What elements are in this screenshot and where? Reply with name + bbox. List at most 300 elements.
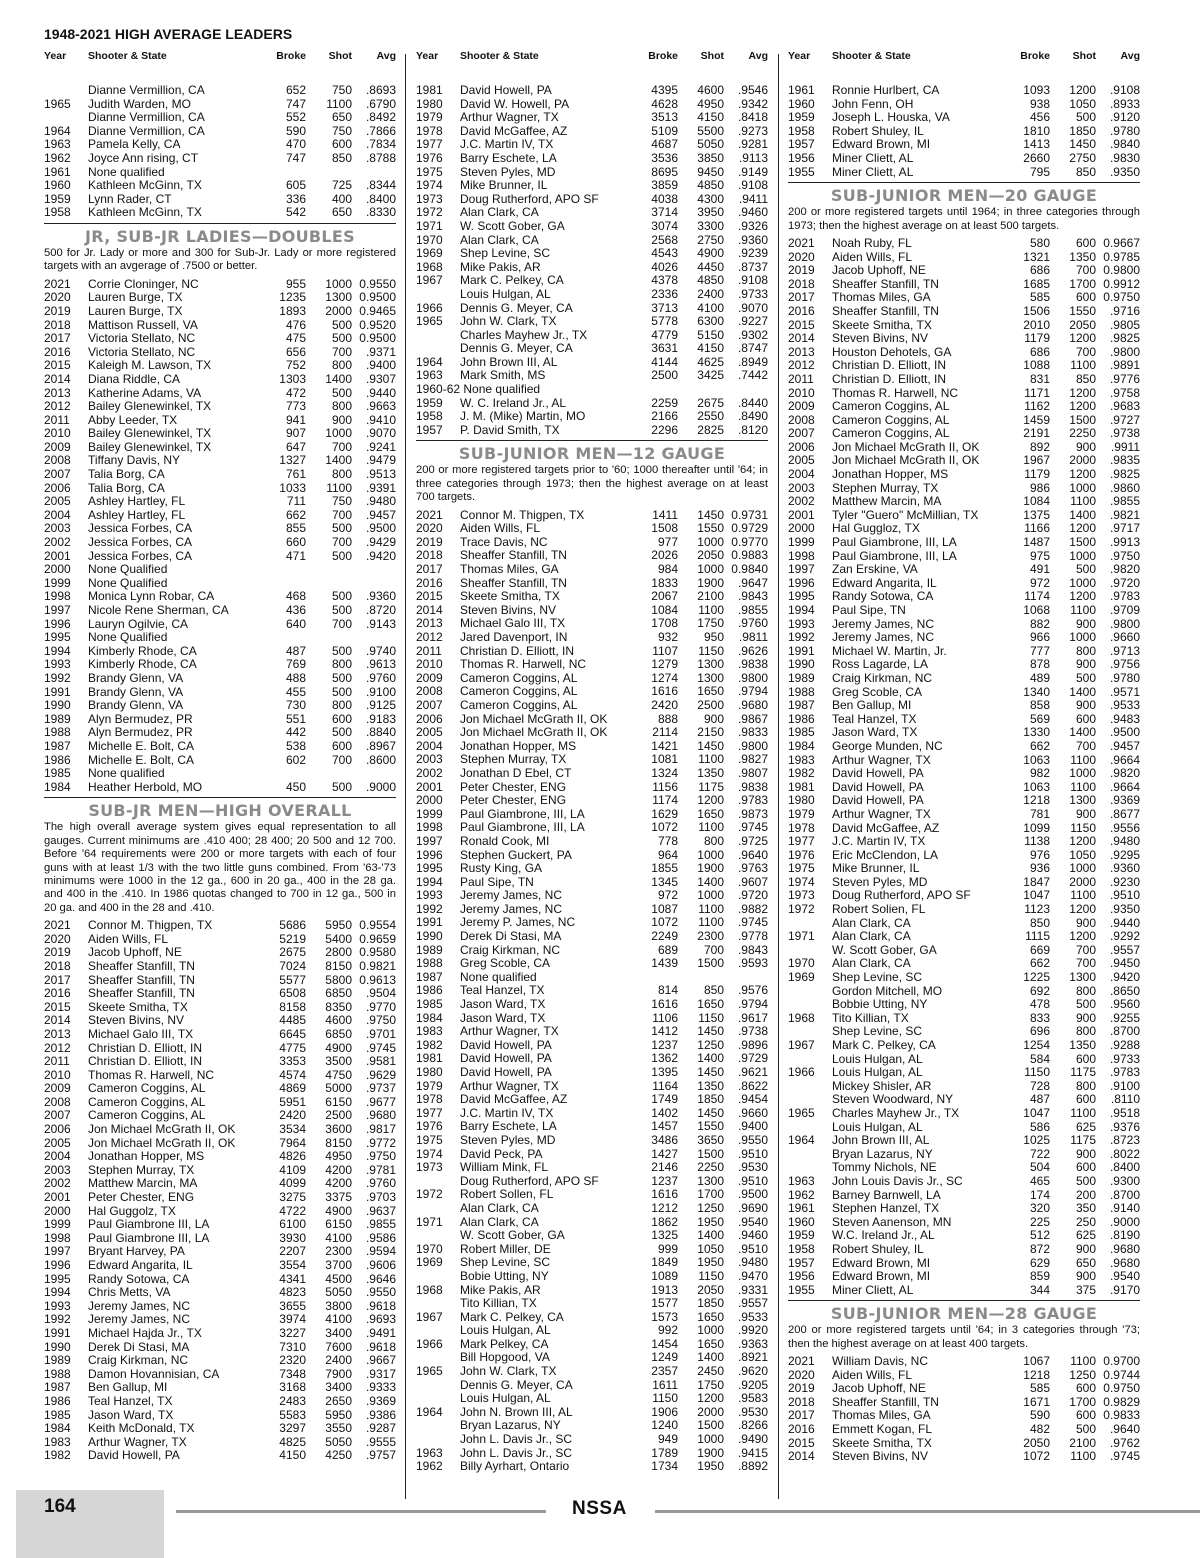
year-cell: 1968 [788, 1011, 815, 1025]
shooter-cell: Mike Brunner, IL [460, 179, 548, 193]
year-cell: 1973 [416, 1161, 443, 1175]
shot-cell: 700 [331, 508, 352, 522]
table-row [44, 563, 396, 577]
shooter-cell: Alan Clark, CA [460, 206, 539, 220]
shooter-cell: Thomas Miles, GA [832, 291, 931, 305]
broke-cell: 949 [657, 1433, 678, 1447]
broke-cell: 3536 [651, 151, 678, 165]
avg-cell: .9729 [737, 1052, 768, 1066]
broke-cell: 2207 [279, 1245, 306, 1259]
broke-cell: 1906 [651, 1405, 678, 1419]
shooter-cell: Cameron Coggins, AL [88, 1082, 206, 1096]
year-cell: 2013 [44, 386, 71, 400]
broke-cell: 1072 [1023, 1450, 1050, 1464]
avg-cell: .9560 [1109, 998, 1140, 1012]
avg-cell: .9701 [365, 1027, 396, 1041]
table-row [44, 346, 396, 360]
table-row [44, 550, 396, 564]
year-cell: 2020 [44, 291, 71, 305]
shot-cell: 5150 [697, 328, 724, 342]
table-row [788, 1175, 1140, 1189]
page-title: 1948-2021 HIGH AVERAGE LEADERS [44, 26, 293, 42]
shooter-cell: Alan Clark, CA [832, 930, 911, 944]
shooter-cell: Louis Hulgan, AL [832, 1052, 923, 1066]
shooter-cell: Jon Michael McGrath II, OK [832, 440, 980, 454]
shot-cell [306, 166, 352, 180]
table-row [44, 1422, 396, 1436]
shooter-cell: Trace Davis, NC [460, 535, 548, 549]
shooter-cell: Arthur Wagner, TX [460, 1079, 559, 1093]
year-cell: 1995 [788, 590, 815, 604]
avg-cell: .9827 [737, 753, 768, 767]
broke-cell: 590 [285, 124, 306, 138]
table-row [788, 1409, 1140, 1423]
table-row [44, 387, 396, 401]
shooter-cell: Cameron Coggins, AL [460, 671, 578, 685]
shooter-cell: Kimberly Rhode, CA [88, 644, 197, 658]
shot-cell: 9450 [697, 165, 724, 179]
broke-cell: 859 [1029, 1270, 1050, 1284]
shooter-cell: David Peck, PA [460, 1147, 543, 1161]
broke-cell: 833 [1029, 1011, 1050, 1025]
header-year: Year [416, 50, 439, 62]
shooter-cell: Michael Hajda Jr., TX [88, 1326, 202, 1340]
table-row [44, 1368, 396, 1382]
shooter-cell: Louis Hulgan, AL [460, 1324, 551, 1338]
avg-cell: .9510 [737, 1242, 768, 1256]
table-row [44, 278, 396, 292]
avg-cell: .8120 [737, 423, 768, 437]
year-cell [788, 917, 832, 931]
shooter-cell: David Howell, PA [832, 767, 924, 781]
avg-cell: .9607 [737, 875, 768, 889]
table-row [44, 1341, 396, 1355]
broke-cell: 442 [285, 726, 306, 740]
year-cell: 1958 [44, 206, 71, 220]
broke-cell: 4378 [651, 274, 678, 288]
shooter-cell: Paul Sipe, TN [460, 875, 534, 889]
year-cell: 2001 [788, 508, 815, 522]
shot-cell: 1000 [1069, 549, 1096, 563]
avg-cell: .9360 [737, 233, 768, 247]
table-row [416, 1433, 768, 1447]
broke-cell: 1457 [651, 1120, 678, 1134]
broke-cell: 3974 [279, 1313, 306, 1327]
shot-cell: 700 [331, 345, 352, 359]
shot-cell: 2550 [697, 410, 724, 424]
broke-cell: 1107 [652, 644, 678, 658]
table-row [416, 329, 768, 343]
shot-cell: 700 [1075, 943, 1096, 957]
broke-cell: 1362 [651, 1052, 678, 1066]
table-row [416, 1229, 768, 1243]
avg-cell: .9640 [1109, 1423, 1140, 1437]
broke-cell [254, 767, 306, 781]
year-cell: 2003 [44, 522, 71, 536]
shot-cell: 1900 [697, 576, 724, 590]
shooter-cell: Dennis G. Meyer, CA [460, 1378, 573, 1392]
avg-cell: .9800 [737, 671, 768, 685]
shot-cell: 1450 [697, 508, 724, 522]
year-cell: 2013 [788, 345, 815, 359]
broke-cell: 1115 [1025, 930, 1050, 944]
shooter-cell: Thomas R. Harwell, NC [88, 1068, 215, 1082]
header-broke: Broke [1020, 50, 1050, 62]
shooter-cell: Heather Herbold, MO [88, 780, 203, 794]
shot-cell: 1750 [697, 617, 724, 631]
year-cell: 1989 [416, 943, 443, 957]
table-row [788, 305, 1140, 319]
year-cell: 1989 [44, 1354, 71, 1368]
broke-cell: 972 [657, 889, 678, 903]
avg-cell: .9533 [737, 1310, 768, 1324]
shot-cell: 900 [1075, 807, 1096, 821]
shot-cell: 950 [703, 631, 724, 644]
year-cell: 1972 [416, 1188, 443, 1202]
shot-cell: 1700 [697, 1188, 724, 1202]
year-cell: 2014 [44, 1014, 71, 1028]
year-cell: 1967 [788, 1039, 815, 1052]
broke-cell: 1237 [651, 1038, 678, 1052]
shot-cell: 6150 [325, 1095, 352, 1109]
shooter-cell: John N. Brown III, AL [460, 1405, 573, 1419]
column-header [416, 50, 768, 84]
shot-cell: 4600 [697, 84, 724, 97]
shooter-cell: Chris Metts, VA [88, 1286, 171, 1300]
shot-cell: 1400 [325, 454, 352, 468]
shot-cell: 1350 [1069, 250, 1096, 264]
avg-cell: .9680 [1109, 1242, 1140, 1256]
year-cell: 1961 [44, 165, 71, 179]
year-cell: 1991 [44, 685, 71, 699]
year-cell [788, 1148, 832, 1162]
year-cell: 1965 [788, 1106, 815, 1120]
shooter-cell: Emmett Kogan, FL [832, 1423, 933, 1437]
shot-cell: 2750 [1069, 151, 1096, 165]
shooter-cell: David McGaffee, AZ [460, 1093, 568, 1107]
shot-cell: 4500 [325, 1272, 352, 1286]
shot-cell: 4150 [697, 342, 724, 356]
shot-cell: 900 [1075, 440, 1096, 454]
table-row [44, 987, 396, 1001]
year-cell: 2018 [44, 318, 71, 332]
year-cell [788, 1053, 832, 1067]
broke-cell: 488 [285, 671, 306, 685]
avg-cell: .9230 [1109, 875, 1140, 889]
table-row [44, 291, 396, 305]
table-row [788, 1396, 1140, 1410]
table-row [788, 1270, 1140, 1284]
broke-cell: 1321 [1023, 250, 1050, 264]
year-cell [416, 1175, 460, 1189]
shooter-cell: Steven Bivins, NV [88, 1014, 185, 1028]
avg-cell: .9241 [365, 440, 396, 454]
broke-cell: 2191 [1023, 427, 1050, 441]
table-row [44, 1218, 396, 1232]
shot-cell: 1950 [697, 1460, 724, 1474]
section-title: SUB-JUNIOR MEN—20 GAUGE [788, 182, 1140, 205]
avg-cell: .9911 [1110, 440, 1140, 454]
shooter-cell: Steven Woodward, NY [832, 1093, 954, 1107]
avg-cell: .9760 [365, 1177, 396, 1191]
shot-cell: 2500 [697, 698, 724, 712]
shot-cell: 900 [1075, 1147, 1096, 1161]
avg-cell: .9677 [365, 1095, 396, 1109]
year-cell: 2015 [416, 590, 443, 604]
year-cell: 1980 [416, 1066, 443, 1079]
table-row [788, 1080, 1140, 1094]
year-cell: 2011 [44, 1055, 70, 1069]
table-row [788, 400, 1140, 414]
shooter-cell: Ross Lagarde, LA [832, 658, 929, 672]
shooter-cell: Sheaffer Stanfill, TN [88, 973, 195, 987]
avg-cell: .9594 [365, 1245, 396, 1259]
year-cell: 1955 [788, 1283, 815, 1297]
year-cell: 1990 [416, 930, 443, 944]
avg-cell: 0.9520 [359, 318, 396, 332]
shot-cell: 800 [1075, 1025, 1096, 1039]
shooter-cell: Thomas R. Harwell, NC [832, 386, 959, 400]
shooter-cell: David W. Howell, PA [460, 97, 570, 111]
shooter-cell: Jared Davenport, IN [460, 631, 568, 644]
shot-cell: 650 [1075, 1256, 1096, 1270]
shot-cell: 800 [703, 834, 724, 848]
shot-cell: 1950 [697, 1215, 724, 1229]
shot-cell: 3400 [325, 1381, 352, 1395]
shooter-cell: Zan Erskine, VA [832, 563, 918, 577]
table-row [416, 672, 768, 686]
note-cell: 1960-62 None qualified [416, 383, 541, 397]
year-cell: 1993 [44, 1299, 71, 1313]
shooter-cell: Matthew Marcin, MA [832, 495, 942, 509]
table-row [44, 604, 396, 618]
shooter-cell: Arthur Wagner, TX [832, 807, 931, 821]
year-cell: 2004 [44, 508, 71, 522]
broke-cell: 1454 [651, 1337, 678, 1351]
shot-cell: 1100 [1070, 359, 1096, 373]
avg-cell: .9780 [1109, 671, 1140, 685]
table-row [788, 971, 1140, 985]
year-cell: 2010 [416, 658, 443, 672]
shooter-cell: William Mink, FL [460, 1161, 549, 1175]
avg-cell: .9440 [365, 386, 396, 400]
year-cell: 1960 [44, 179, 71, 193]
table-row [416, 1025, 768, 1039]
broke-cell: 647 [285, 440, 306, 454]
shot-cell: 4100 [697, 301, 724, 315]
shooter-cell: Cameron Coggins, AL [832, 400, 950, 414]
shot-cell: 5050 [325, 1435, 352, 1449]
year-cell: 1971 [416, 219, 443, 233]
avg-cell: .9510 [737, 1174, 768, 1188]
year-cell: 1985 [44, 767, 71, 781]
table-row [44, 1286, 396, 1300]
shooter-cell: Aiden Wills, FL [832, 250, 913, 264]
table-row [416, 631, 768, 645]
year-cell: 2017 [788, 1409, 815, 1423]
shooter-cell: Judith Warden, MO [88, 97, 191, 111]
broke-cell: 1164 [652, 1079, 678, 1093]
broke-cell: 4150 [279, 1449, 306, 1463]
shot-cell: 400 [331, 192, 352, 206]
shooter-cell: David Howell, PA [460, 1066, 552, 1079]
table-row [44, 1232, 396, 1246]
year-cell: 1984 [788, 739, 815, 753]
shooter-cell: Bailey Glenewinkel, TX [88, 440, 212, 454]
year-cell: 1963 [44, 138, 71, 152]
avg-cell: 0.9500 [359, 332, 396, 346]
year-cell: 1990 [44, 1340, 71, 1354]
year-cell: 1978 [416, 1093, 443, 1107]
table-row [44, 726, 396, 740]
shooter-cell: Mark Smith, MS [460, 369, 546, 383]
broke-cell: 1573 [651, 1310, 678, 1324]
broke-cell: 1616 [651, 1188, 678, 1202]
avg-cell: .9717 [1109, 522, 1140, 536]
year-cell: 1980 [788, 794, 815, 808]
broke-cell: 660 [285, 536, 306, 550]
table-row [44, 672, 396, 686]
avg-cell: 0.9580 [359, 946, 396, 960]
table-row [44, 125, 396, 139]
year-cell: 2018 [788, 1395, 815, 1409]
table-row [44, 98, 396, 112]
broke-cell: 1249 [651, 1351, 678, 1365]
shot-cell: 7600 [325, 1340, 352, 1354]
table-row [788, 414, 1140, 428]
broke-cell: 892 [1029, 440, 1050, 454]
shooter-cell: David Howell, PA [460, 1052, 552, 1066]
broke-cell: 1279 [651, 658, 678, 672]
shooter-cell: Brandy Glenn, VA [88, 699, 184, 713]
broke-cell: 4869 [279, 1082, 306, 1096]
table-row [416, 1161, 768, 1175]
table-row [44, 1001, 396, 1015]
shooter-cell: Dianne Vermillion, CA [88, 84, 205, 97]
table-row [44, 1300, 396, 1314]
broke-cell: 1375 [1023, 508, 1050, 522]
shot-cell: 1400 [697, 1229, 724, 1243]
shot-cell: 600 [1075, 1093, 1096, 1107]
year-cell: 1967 [416, 1310, 443, 1324]
avg-cell: 0.9744 [1103, 1368, 1140, 1382]
shot-cell: 700 [331, 536, 352, 550]
shot-cell: 1175 [1070, 1134, 1096, 1148]
broke-cell: 1033 [279, 481, 306, 495]
shooter-cell: Edward Angarita, IL [832, 576, 937, 590]
column-divider [405, 54, 406, 1499]
year-cell [416, 1229, 460, 1243]
table-row [44, 138, 396, 152]
year-cell: 1996 [44, 1259, 71, 1272]
year-cell: 2010 [788, 386, 815, 400]
year-cell: 1998 [788, 549, 815, 563]
shot-cell: 1050 [697, 1242, 724, 1256]
year-cell: 2019 [788, 264, 815, 278]
section-description: The high overall average system gives equal representation to all gauges. Current minimums are .410 400; 28 400; 20 500 and 12 700. Before '64 requirements were 200 or more targets with each of four guns with at least 1/3 with the two little guns combined. From '63-'73 minimums were 1000 in the 12 ga., 600 in 20 ga., 400 in the 28 ga. and 400 in the .410. In 1986 quotas changed to 700 in 12 ga., 500 in 20 ga. and 400 in the 28 and .410. [44, 821, 396, 914]
table-row [788, 862, 1140, 876]
avg-cell: .8967 [365, 739, 396, 753]
broke-cell: 1847 [1023, 875, 1050, 889]
shot-cell: 2400 [325, 1354, 352, 1368]
table-row [416, 356, 768, 370]
section-title: SUB-JUNIOR MEN—12 GAUGE [416, 440, 768, 463]
shot-cell: 500 [331, 318, 352, 332]
broke-cell: 1171 [1024, 386, 1050, 400]
shooter-cell: Teal Hanzel, TX [832, 712, 917, 726]
table-row [788, 264, 1140, 278]
year-cell: 1965 [416, 1365, 443, 1379]
shooter-cell: Paul Giambrone, III, LA [460, 807, 585, 821]
year-cell: 1989 [788, 671, 815, 685]
year-cell [788, 985, 832, 999]
shot-cell: 600 [331, 739, 352, 753]
shot-cell: 1700 [1069, 1395, 1096, 1409]
shot-cell: 750 [331, 124, 352, 138]
shooter-cell: Thomas Miles, GA [460, 563, 559, 577]
shot-cell: 600 [1075, 291, 1096, 305]
year-cell: 1969 [416, 1256, 443, 1270]
broke-cell: 7964 [279, 1136, 306, 1150]
year-cell: 2007 [788, 427, 815, 441]
shooter-cell: Christian D. Elliott, IN [460, 644, 575, 658]
avg-cell: .9369 [365, 1394, 396, 1408]
shot-cell: 1450 [697, 1106, 724, 1120]
table-row [44, 713, 396, 727]
broke-cell: 2568 [651, 233, 678, 247]
broke-cell: 752 [285, 359, 306, 373]
broke-cell: 1413 [1023, 138, 1050, 152]
avg-cell: .9500 [365, 522, 396, 536]
year-cell [788, 1161, 832, 1175]
table-row [44, 618, 396, 632]
shot-cell: 625 [1075, 1120, 1096, 1134]
year-cell: 1962 [416, 1460, 443, 1474]
avg-cell: .9617 [737, 1011, 768, 1025]
shot-cell: 6150 [325, 1218, 352, 1232]
avg-cell: .9606 [365, 1259, 396, 1272]
avg-cell: .9479 [365, 454, 396, 468]
shot-cell: 8350 [325, 1000, 352, 1014]
broke-cell: 964 [657, 848, 678, 862]
year-cell: 1985 [416, 998, 443, 1012]
table-row [416, 1297, 768, 1311]
shot-cell: 1175 [698, 780, 724, 794]
table-row [788, 332, 1140, 346]
avg-cell: .9183 [365, 712, 396, 726]
table-row [44, 193, 396, 207]
table-row [788, 590, 1140, 604]
shot-cell: 750 [331, 84, 352, 97]
table-row [788, 1382, 1140, 1396]
table-row [788, 1257, 1140, 1271]
avg-cell: 0.9785 [1103, 250, 1140, 264]
table-row [44, 427, 396, 441]
table-row [44, 522, 396, 536]
shooter-cell: Mike Pakis, AR [460, 260, 541, 274]
avg-cell: .9855 [365, 1218, 396, 1232]
avg-cell: .9800 [1109, 345, 1140, 359]
header-shooter: Shooter & State [88, 50, 167, 62]
shot-cell: 500 [331, 522, 352, 536]
broke-cell: 850 [1029, 916, 1050, 930]
shot-cell: 1200 [697, 794, 724, 808]
section-description: 200 or more registered targets until 1964; in three categories through 1973; then the highest average on at least 500 targets. [788, 206, 1140, 232]
broke-cell: 1138 [1024, 835, 1050, 849]
table-row [416, 713, 768, 727]
year-cell: 2000 [788, 522, 815, 536]
shooter-cell: Alan Clark, CA [460, 1215, 539, 1229]
